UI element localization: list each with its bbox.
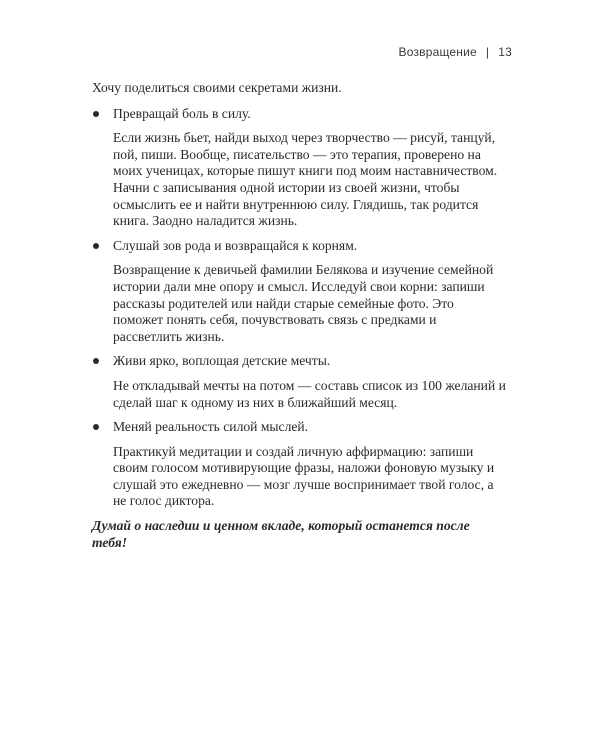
list-item-body: Если жизнь бьет, найди выход через творчество — рисуй, танцуй, пой, пиши. Вообще, писательство — это терапия, проверено на моих ученицах, которые пишут книги под моим наставничеством. Начни с записывания одной истории из своей жизни, чтобы осмыслить ее и найти внутреннюю силу. Глядишь, так родится книга. Заодно наладится жизнь. (113, 130, 498, 229)
intro-paragraph: Хочу поделиться своими секретами жизни. (92, 80, 342, 95)
list-item-heading: Превращай боль в силу. (113, 105, 251, 121)
page-body (92, 80, 507, 551)
list-item-body: Практикуй медитации и создай личную аффирмацию: запиши своим голосом мотивирующие фразы, наложи фоновую музыку и слушай это ежедневно — мозг лучше воспринимает твой голос, а не голос диктора. (113, 443, 495, 509)
list-item-body: Не откладывай мечты на потом — составь список из 100 желаний и сделай шаг к одному из них в ближайший месяц. (113, 377, 506, 410)
list-item-heading: Слушай зов рода и возвращайся к корням. (113, 237, 358, 253)
chapter-title: Возвращение (398, 45, 477, 59)
list-item (92, 353, 507, 411)
page-number: 13 (498, 45, 512, 59)
list-item (92, 106, 507, 230)
running-header (399, 45, 512, 59)
list-item-body: Возвращение к девичьей фамилии Белякова и изучение семейной истории дали мне опору и смысл. Исследуй свои корни: запиши рассказы родителей или найди старые семейные фото. Это поможет понять себя, почувствовать связь с предками и рассветлить жизнь. (113, 262, 494, 344)
bullet-icon (93, 111, 99, 117)
header-separator: | (485, 45, 490, 59)
bullet-icon (93, 424, 99, 430)
bullet-icon (93, 243, 99, 249)
closing-statement: Думай о наследии и ценном вкладе, который останется после тебя! (92, 518, 470, 550)
list-item-heading: Меняй реальность силой мыслей. (113, 419, 309, 435)
list-item (92, 419, 507, 510)
list-item (92, 238, 507, 346)
bullet-icon (93, 358, 99, 364)
list-item-heading: Живи ярко, воплощая детские мечты. (113, 353, 331, 369)
